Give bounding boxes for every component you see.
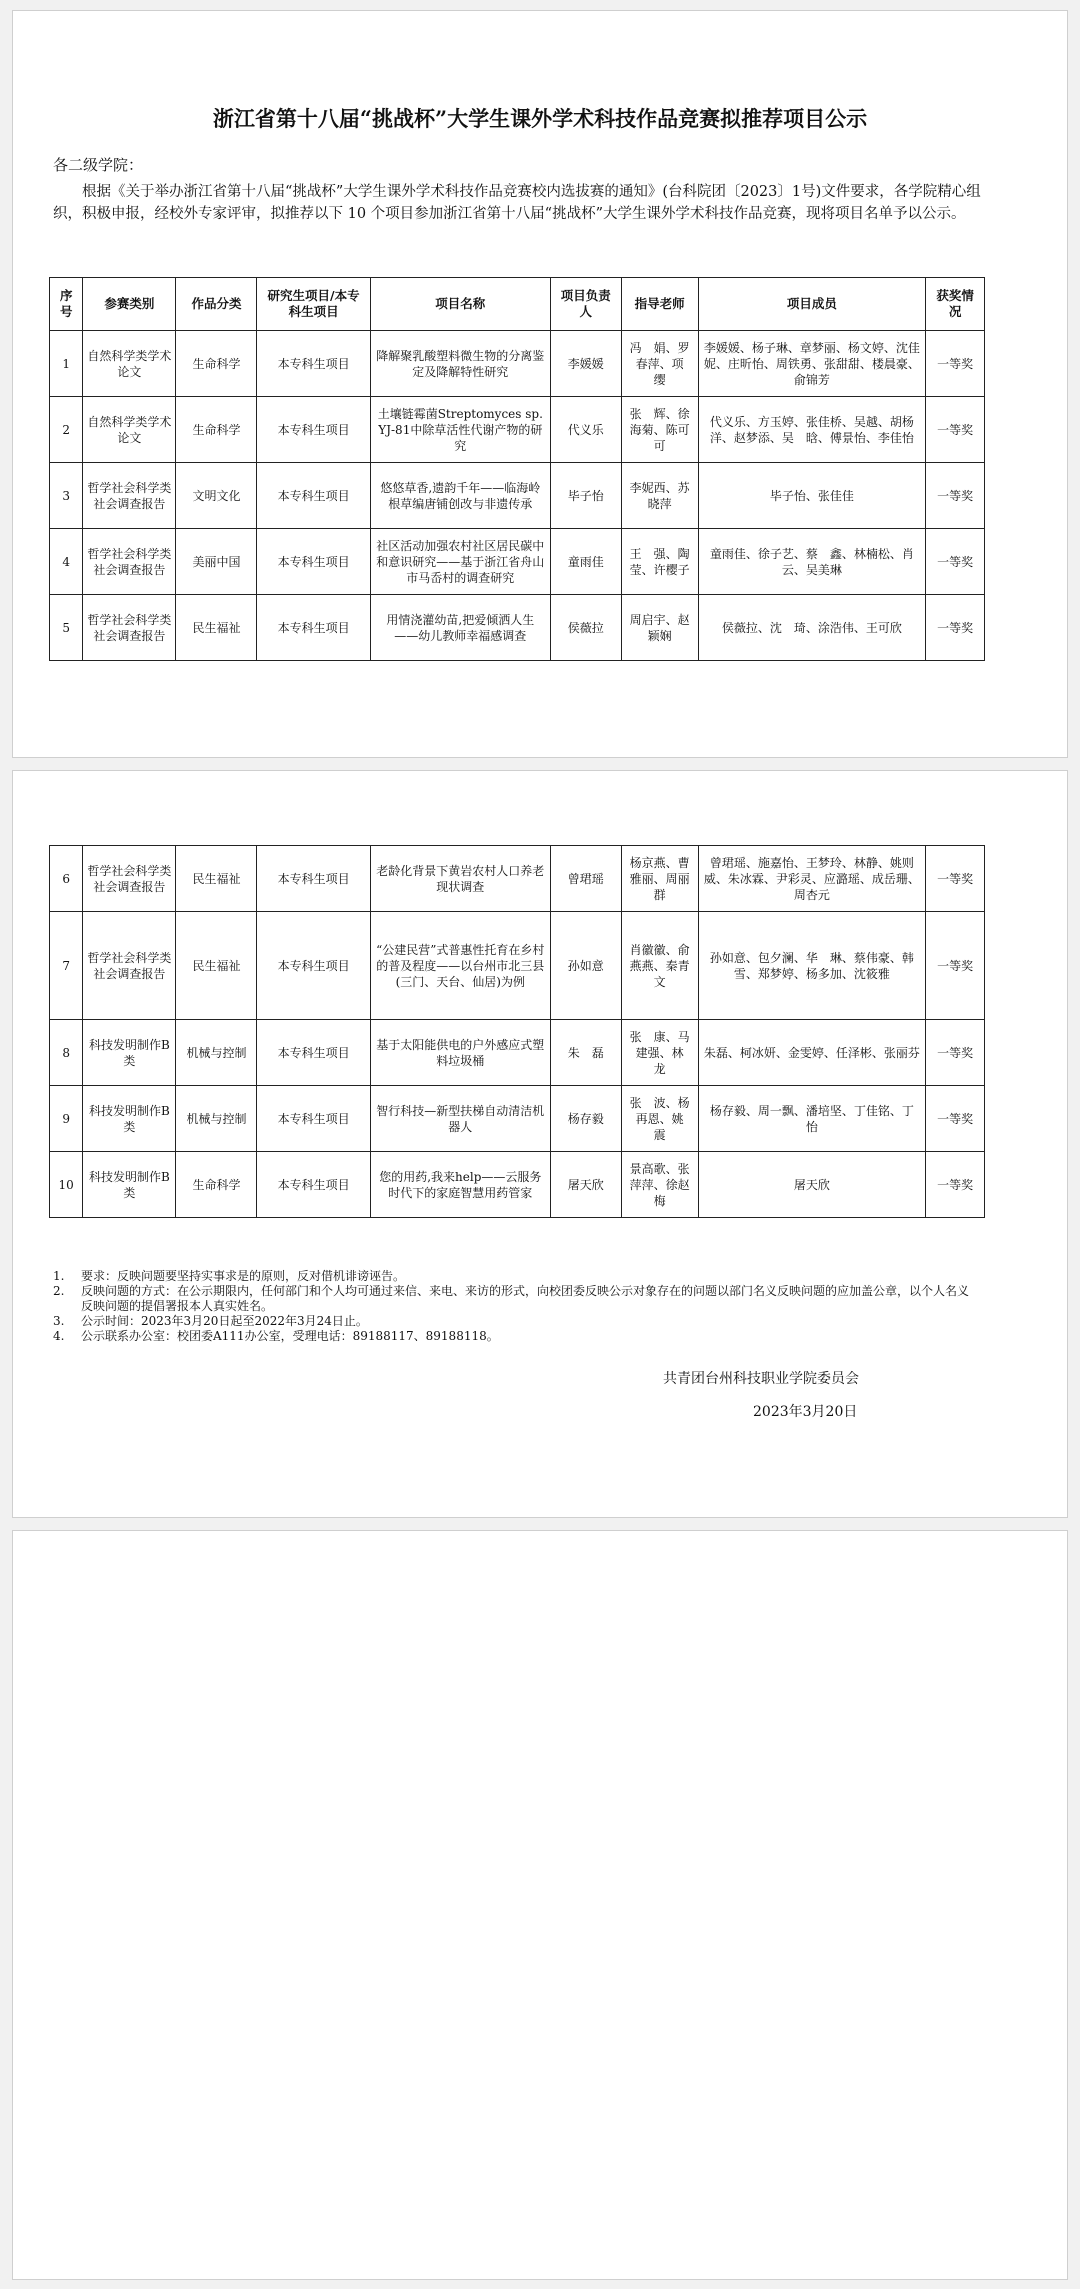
- body-paragraph: 根据《关于举办浙江省第十八届“挑战杯”大学生课外学术科技作品竞赛校内选拔赛的通知》(台科院团〔2023〕1号)文件要求，各学院精心组织，积极申报，经校外专家评审，拟推荐以下 10 个项目参加浙江省第十八届“挑战杯”大学生课外学术科技作品竞赛，现将项目名单予以公示。: [53, 184, 981, 222]
- cell-category: 科技发明制作B类: [83, 1086, 176, 1152]
- cell-project-name: 老龄化背景下黄岩农村人口养老现状调查: [370, 846, 550, 912]
- cell-advisors: 张 康、马建强、林 龙: [621, 1020, 698, 1086]
- cell-award: 一等奖: [926, 1020, 985, 1086]
- cell-award: 一等奖: [926, 463, 985, 529]
- note-item: 1. 要求：反映问题要坚持实事求是的原则，反对借机诽谤诬告。: [53, 1269, 406, 1283]
- cell-field: 生命科学: [176, 331, 257, 397]
- cell-leader: 侯薇拉: [550, 595, 621, 661]
- cell-project-name: 土壤链霉菌Streptomyces sp. YJ-81中除草活性代谢产物的研究: [370, 397, 550, 463]
- cell-level: 本专科生项目: [257, 1086, 370, 1152]
- cell-project-name: 社区活动加强农村社区居民碳中和意识研究——基于浙江省舟山市马岙村的调查研究: [370, 529, 550, 595]
- table-row: [50, 1152, 985, 1218]
- awards-table-part-2: [49, 845, 985, 1218]
- cell-members: 朱磊、柯冰妍、金雯婷、任泽彬、张丽芬: [698, 1020, 926, 1086]
- cell-field: 机械与控制: [176, 1086, 257, 1152]
- cell-members: 李媛媛、杨子琳、章梦丽、杨文婷、沈佳妮、庄昕怡、周铁勇、张甜甜、楼晨豪、俞锦芳: [698, 331, 926, 397]
- cell-members: 曾珺瑶、施嘉怡、王梦玲、林静、姚则威、朱冰霖、尹彩灵、应潞瑶、成岳珊、周杏元: [698, 846, 926, 912]
- header-category: 参赛类别: [83, 278, 176, 331]
- cell-no: 8: [50, 1020, 83, 1086]
- cell-advisors: 景高歌、张萍萍、徐赵梅: [621, 1152, 698, 1218]
- header-level: 研究生项目/本专科生项目: [257, 278, 370, 331]
- cell-field: 民生福祉: [176, 595, 257, 661]
- cell-project-name: 用情浇灌幼苗,把爱倾洒人生——幼儿教师幸福感调查: [370, 595, 550, 661]
- cell-advisors: 冯 娟、罗春萍、项 缨: [621, 331, 698, 397]
- awards-table-part-1: [49, 277, 985, 661]
- table-row: [50, 463, 985, 529]
- cell-level: 本专科生项目: [257, 1020, 370, 1086]
- document-page-2: [12, 770, 1068, 1518]
- signature-date: 2023年3月20日: [753, 1404, 858, 1420]
- table-row: [50, 595, 985, 661]
- cell-category: 自然科学类学术论文: [83, 397, 176, 463]
- cell-no: 9: [50, 1086, 83, 1152]
- cell-leader: 屠天欣: [550, 1152, 621, 1218]
- cell-level: 本专科生项目: [257, 1152, 370, 1218]
- header-leader: 项目负责人: [550, 278, 621, 331]
- cell-field: 文明文化: [176, 463, 257, 529]
- cell-leader: 毕子怡: [550, 463, 621, 529]
- cell-award: 一等奖: [926, 595, 985, 661]
- cell-level: 本专科生项目: [257, 463, 370, 529]
- cell-project-name: 基于太阳能供电的户外感应式塑料垃圾桶: [370, 1020, 550, 1086]
- cell-members: 孙如意、包夕澜、华 琳、蔡伟豪、韩 雪、郑梦婷、杨多加、沈筱雅: [698, 912, 926, 1020]
- table-row: [50, 912, 985, 1020]
- cell-field: 生命科学: [176, 397, 257, 463]
- cell-advisors: 周启宇、赵颖娴: [621, 595, 698, 661]
- cell-members: 屠天欣: [698, 1152, 926, 1218]
- cell-no: 3: [50, 463, 83, 529]
- table-body-2: [50, 846, 985, 1218]
- cell-members: 童雨佳、徐子艺、蔡 鑫、林楠松、肖 云、吴美琳: [698, 529, 926, 595]
- table-body-1: [50, 331, 985, 661]
- cell-category: 哲学社会科学类社会调查报告: [83, 529, 176, 595]
- cell-advisors: 张 波、杨再恩、姚 震: [621, 1086, 698, 1152]
- cell-category: 科技发明制作B类: [83, 1020, 176, 1086]
- note-item: 2. 反映问题的方式：在公示期限内，任何部门和个人均可通过来信、来电、来访的形式，向校团委反映公示对象存在的问题以部门名义反映问题的应加盖公章，以个人名义反映问题的提倡署报本人真实姓名。: [53, 1284, 970, 1313]
- table-row: [50, 529, 985, 595]
- document-page-1: [12, 10, 1068, 758]
- cell-field: 生命科学: [176, 1152, 257, 1218]
- cell-level: 本专科生项目: [257, 595, 370, 661]
- cell-advisors: 李妮西、苏晓萍: [621, 463, 698, 529]
- cell-category: 哲学社会科学类社会调查报告: [83, 595, 176, 661]
- cell-leader: 曾珺瑶: [550, 846, 621, 912]
- header-advisors: 指导老师: [621, 278, 698, 331]
- cell-project-name: 悠悠草香,遗韵千年——临海岭根草编唐铺创改与非遗传承: [370, 463, 550, 529]
- header-members: 项目成员: [698, 278, 926, 331]
- cell-level: 本专科生项目: [257, 397, 370, 463]
- cell-no: 4: [50, 529, 83, 595]
- signature-organization: 共青团台州科技职业学院委员会: [663, 1371, 859, 1387]
- cell-level: 本专科生项目: [257, 846, 370, 912]
- cell-no: 2: [50, 397, 83, 463]
- header-no: 序号: [50, 278, 83, 331]
- document-title: 浙江省第十八届“挑战杯”大学生课外学术科技作品竞赛拟推荐项目公示: [212, 106, 868, 131]
- cell-members: 杨存毅、周一飘、潘培坚、丁佳铭、丁 怡: [698, 1086, 926, 1152]
- cell-level: 本专科生项目: [257, 529, 370, 595]
- cell-no: 6: [50, 846, 83, 912]
- cell-leader: 童雨佳: [550, 529, 621, 595]
- table-row: [50, 1020, 985, 1086]
- cell-field: 机械与控制: [176, 1020, 257, 1086]
- cell-award: 一等奖: [926, 846, 985, 912]
- cell-field: 美丽中国: [176, 529, 257, 595]
- cell-no: 10: [50, 1152, 83, 1218]
- cell-leader: 孙如意: [550, 912, 621, 1020]
- cell-members: 毕子怡、张佳佳: [698, 463, 926, 529]
- cell-level: 本专科生项目: [257, 331, 370, 397]
- cell-no: 1: [50, 331, 83, 397]
- cell-leader: 朱 磊: [550, 1020, 621, 1086]
- table-row: [50, 331, 985, 397]
- cell-advisors: 杨京燕、曹雅丽、周丽群: [621, 846, 698, 912]
- cell-no: 7: [50, 912, 83, 1020]
- cell-field: 民生福祉: [176, 912, 257, 1020]
- cell-members: 代义乐、方玉婷、张佳桥、吴越、胡杨洋、赵梦添、吴 晗、傅景怡、李佳怡: [698, 397, 926, 463]
- header-project-name: 项目名称: [370, 278, 550, 331]
- cell-award: 一等奖: [926, 1152, 985, 1218]
- cell-advisors: 张 辉、徐海菊、陈可可: [621, 397, 698, 463]
- cell-leader: 杨存毅: [550, 1086, 621, 1152]
- cell-project-name: “公建民营”式普惠性托育在乡村的普及程度——以台州市北三县(三门、天台、仙居)为例: [370, 912, 550, 1020]
- cell-leader: 李媛媛: [550, 331, 621, 397]
- header-award: 获奖情况: [926, 278, 985, 331]
- cell-project-name: 智行科技—新型扶梯自动清洁机器人: [370, 1086, 550, 1152]
- note-item: 4. 公示联系办公室：校团委A111办公室，受理电话：89188117、89188118。: [53, 1329, 499, 1343]
- cell-category: 哲学社会科学类社会调查报告: [83, 846, 176, 912]
- cell-field: 民生福祉: [176, 846, 257, 912]
- table-header-row: [50, 278, 985, 331]
- notes-list: [53, 1269, 973, 1344]
- cell-advisors: 肖徽徽、俞燕燕、秦青文: [621, 912, 698, 1020]
- cell-project-name: 您的用药,我来help——云服务时代下的家庭智慧用药管家: [370, 1152, 550, 1218]
- table-row: [50, 846, 985, 912]
- cell-award: 一等奖: [926, 331, 985, 397]
- header-field: 作品分类: [176, 278, 257, 331]
- cell-no: 5: [50, 595, 83, 661]
- table-row: [50, 1086, 985, 1152]
- cell-award: 一等奖: [926, 529, 985, 595]
- cell-award: 一等奖: [926, 912, 985, 1020]
- cell-leader: 代义乐: [550, 397, 621, 463]
- table-row: [50, 397, 985, 463]
- cell-category: 哲学社会科学类社会调查报告: [83, 463, 176, 529]
- note-item: 3. 公示时间：2023年3月20日起至2022年3月24日止。: [53, 1314, 368, 1328]
- cell-award: 一等奖: [926, 397, 985, 463]
- addressee: 各二级学院：: [53, 156, 144, 174]
- cell-members: 侯薇拉、沈 琦、涂浩伟、王可欣: [698, 595, 926, 661]
- cell-category: 哲学社会科学类社会调查报告: [83, 912, 176, 1020]
- cell-category: 科技发明制作B类: [83, 1152, 176, 1218]
- document-page-3-blank: [12, 1530, 1068, 2280]
- cell-award: 一等奖: [926, 1086, 985, 1152]
- cell-advisors: 王 强、陶 莹、许樱子: [621, 529, 698, 595]
- cell-category: 自然科学类学术论文: [83, 331, 176, 397]
- cell-project-name: 降解聚乳酸塑料微生物的分离鉴定及降解特性研究: [370, 331, 550, 397]
- cell-level: 本专科生项目: [257, 912, 370, 1020]
